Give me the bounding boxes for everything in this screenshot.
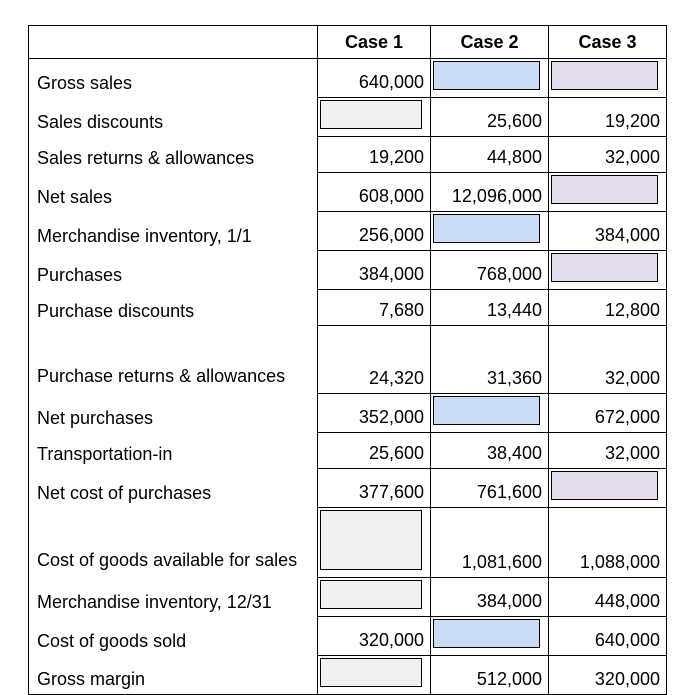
value-cell-case-3 — [549, 578, 667, 617]
cell-value: 640,000 — [594, 630, 660, 650]
cell-value: 608,000 — [358, 186, 424, 206]
value-cell-case-2 — [431, 137, 549, 173]
input-cell-case-2[interactable] — [431, 617, 549, 656]
table-row — [29, 578, 667, 617]
table-row — [29, 173, 667, 212]
value-cell-case-3 — [549, 290, 667, 326]
value-cell-case-2 — [431, 433, 549, 469]
cell-value: 13,440 — [486, 300, 542, 320]
value-cell-case-1 — [318, 433, 431, 469]
input-cell-case-3[interactable] — [549, 59, 667, 98]
cell-value: 640,000 — [358, 72, 424, 92]
cell-value: 256,000 — [358, 225, 424, 245]
cell-value: 24,320 — [368, 368, 424, 388]
header-row — [29, 26, 667, 59]
table-row — [29, 656, 667, 695]
input-cell-case-2[interactable] — [431, 394, 549, 433]
cases-table — [28, 25, 667, 695]
answer-box[interactable] — [433, 396, 540, 425]
value-cell-case-2 — [431, 251, 549, 290]
value-cell-case-2 — [431, 469, 549, 508]
cell-value: 12,800 — [604, 300, 660, 320]
table-row — [29, 212, 667, 251]
cell-value: 32,000 — [604, 368, 660, 388]
table-row — [29, 394, 667, 433]
answer-box[interactable] — [551, 175, 658, 204]
row-label-text: Sales returns & allowances — [37, 147, 255, 168]
cell-value: 1,088,000 — [579, 552, 660, 572]
answer-box[interactable] — [551, 61, 658, 90]
row-label-text: Gross sales — [37, 72, 133, 93]
value-cell-case-3 — [549, 656, 667, 695]
value-cell-case-2 — [431, 98, 549, 137]
header-label-cell — [29, 26, 318, 59]
answer-box[interactable] — [320, 510, 422, 570]
answer-box[interactable] — [320, 100, 422, 129]
answer-box[interactable] — [551, 253, 658, 282]
row-label-text: Purchase returns & allowances — [37, 365, 286, 386]
cell-value: 761,600 — [476, 482, 542, 502]
cell-value: 19,200 — [604, 111, 660, 131]
value-cell-case-3 — [549, 433, 667, 469]
table-row — [29, 251, 667, 290]
value-cell-case-1 — [318, 326, 431, 394]
row-label-text: Merchandise inventory, 12/31 — [37, 591, 272, 612]
row-label-text: Purchases — [37, 264, 123, 285]
value-cell-case-1 — [318, 212, 431, 251]
table-row — [29, 98, 667, 137]
row-label — [29, 290, 318, 326]
value-cell-case-2 — [431, 326, 549, 394]
value-cell-case-1 — [318, 137, 431, 173]
header-case-2: Case 2 — [431, 26, 549, 59]
value-cell-case-1 — [318, 617, 431, 656]
value-cell-case-2 — [431, 656, 549, 695]
value-cell-case-3 — [549, 212, 667, 251]
cell-value: 768,000 — [476, 264, 542, 284]
cell-value: 19,200 — [368, 147, 424, 167]
value-cell-case-2 — [431, 173, 549, 212]
value-cell-case-1 — [318, 59, 431, 98]
answer-box[interactable] — [320, 580, 422, 609]
value-cell-case-1 — [318, 394, 431, 433]
row-label-text: Purchase discounts — [37, 300, 195, 321]
row-label — [29, 173, 318, 212]
row-label-text: Net sales — [37, 186, 113, 207]
row-label-text: Gross margin — [37, 669, 146, 689]
cell-value: 384,000 — [594, 225, 660, 245]
answer-box[interactable] — [320, 658, 422, 687]
value-cell-case-1 — [318, 290, 431, 326]
row-label — [29, 433, 318, 469]
cell-value: 320,000 — [358, 630, 424, 650]
cell-value: 31,360 — [486, 368, 542, 388]
row-label-text: Transportation-in — [37, 443, 173, 464]
row-label-text: Merchandise inventory, 1/1 — [37, 225, 252, 246]
value-cell-case-3 — [549, 98, 667, 137]
value-cell-case-3 — [549, 394, 667, 433]
cell-value: 7,680 — [378, 300, 424, 320]
row-label — [29, 137, 318, 173]
value-cell-case-3 — [549, 326, 667, 394]
input-cell-case-3[interactable] — [549, 173, 667, 212]
header-case-3: Case 3 — [549, 26, 667, 59]
table-row — [29, 433, 667, 469]
table-row — [29, 137, 667, 173]
value-cell-case-2 — [431, 578, 549, 617]
row-label — [29, 394, 318, 433]
cell-value: 672,000 — [594, 407, 660, 427]
row-label-text: Cost of goods available for sales — [37, 549, 298, 570]
cell-value: 352,000 — [358, 407, 424, 427]
row-label — [29, 212, 318, 251]
cell-value: 384,000 — [358, 264, 424, 284]
row-label — [29, 578, 318, 617]
value-cell-case-1 — [318, 173, 431, 212]
value-cell-case-3 — [549, 617, 667, 656]
cell-value: 44,800 — [486, 147, 542, 167]
value-cell-case-1 — [318, 251, 431, 290]
value-cell-case-2 — [431, 508, 549, 578]
table-row — [29, 469, 667, 508]
input-cell-case-1[interactable] — [318, 656, 431, 695]
table-row — [29, 59, 667, 98]
cell-value: 25,600 — [486, 111, 542, 131]
row-label — [29, 251, 318, 290]
cell-value: 25,600 — [368, 443, 424, 463]
row-label — [29, 59, 318, 98]
row-label-text: Sales discounts — [37, 111, 164, 132]
row-label — [29, 656, 318, 695]
row-label — [29, 326, 318, 394]
table-row — [29, 617, 667, 656]
cell-value: 512,000 — [476, 669, 542, 689]
cell-value: 384,000 — [476, 591, 542, 611]
cell-value: 448,000 — [594, 591, 660, 611]
input-cell-case-1[interactable] — [318, 578, 431, 617]
input-cell-case-1[interactable] — [318, 508, 431, 578]
value-cell-case-3 — [549, 508, 667, 578]
row-label — [29, 98, 318, 137]
answer-box[interactable] — [433, 61, 540, 90]
row-label — [29, 469, 318, 508]
answer-box[interactable] — [433, 214, 540, 243]
input-cell-case-1[interactable] — [318, 98, 431, 137]
cell-value: 320,000 — [594, 669, 660, 689]
row-label-text: Cost of goods sold — [37, 630, 187, 651]
income-statement-sheet — [28, 25, 666, 695]
cell-value: 38,400 — [486, 443, 542, 463]
row-label-text: Net purchases — [37, 407, 154, 428]
input-cell-case-3[interactable] — [549, 251, 667, 290]
table-row — [29, 326, 667, 394]
table-row — [29, 290, 667, 326]
table-row — [29, 508, 667, 578]
cell-value: 12,096,000 — [451, 186, 542, 206]
input-cell-case-2[interactable] — [431, 59, 549, 98]
value-cell-case-1 — [318, 469, 431, 508]
answer-box[interactable] — [551, 471, 658, 500]
row-label — [29, 508, 318, 578]
cell-value: 377,600 — [358, 482, 424, 502]
row-label-text: Net cost of purchases — [37, 482, 212, 503]
input-cell-case-2[interactable] — [431, 212, 549, 251]
cell-value: 32,000 — [604, 147, 660, 167]
answer-box[interactable] — [433, 619, 540, 648]
cell-value: 1,081,600 — [461, 552, 542, 572]
value-cell-case-2 — [431, 290, 549, 326]
header-case-1: Case 1 — [318, 26, 431, 59]
cell-value: 32,000 — [604, 443, 660, 463]
input-cell-case-3[interactable] — [549, 469, 667, 508]
value-cell-case-3 — [549, 137, 667, 173]
table-body — [29, 59, 667, 695]
row-label — [29, 617, 318, 656]
